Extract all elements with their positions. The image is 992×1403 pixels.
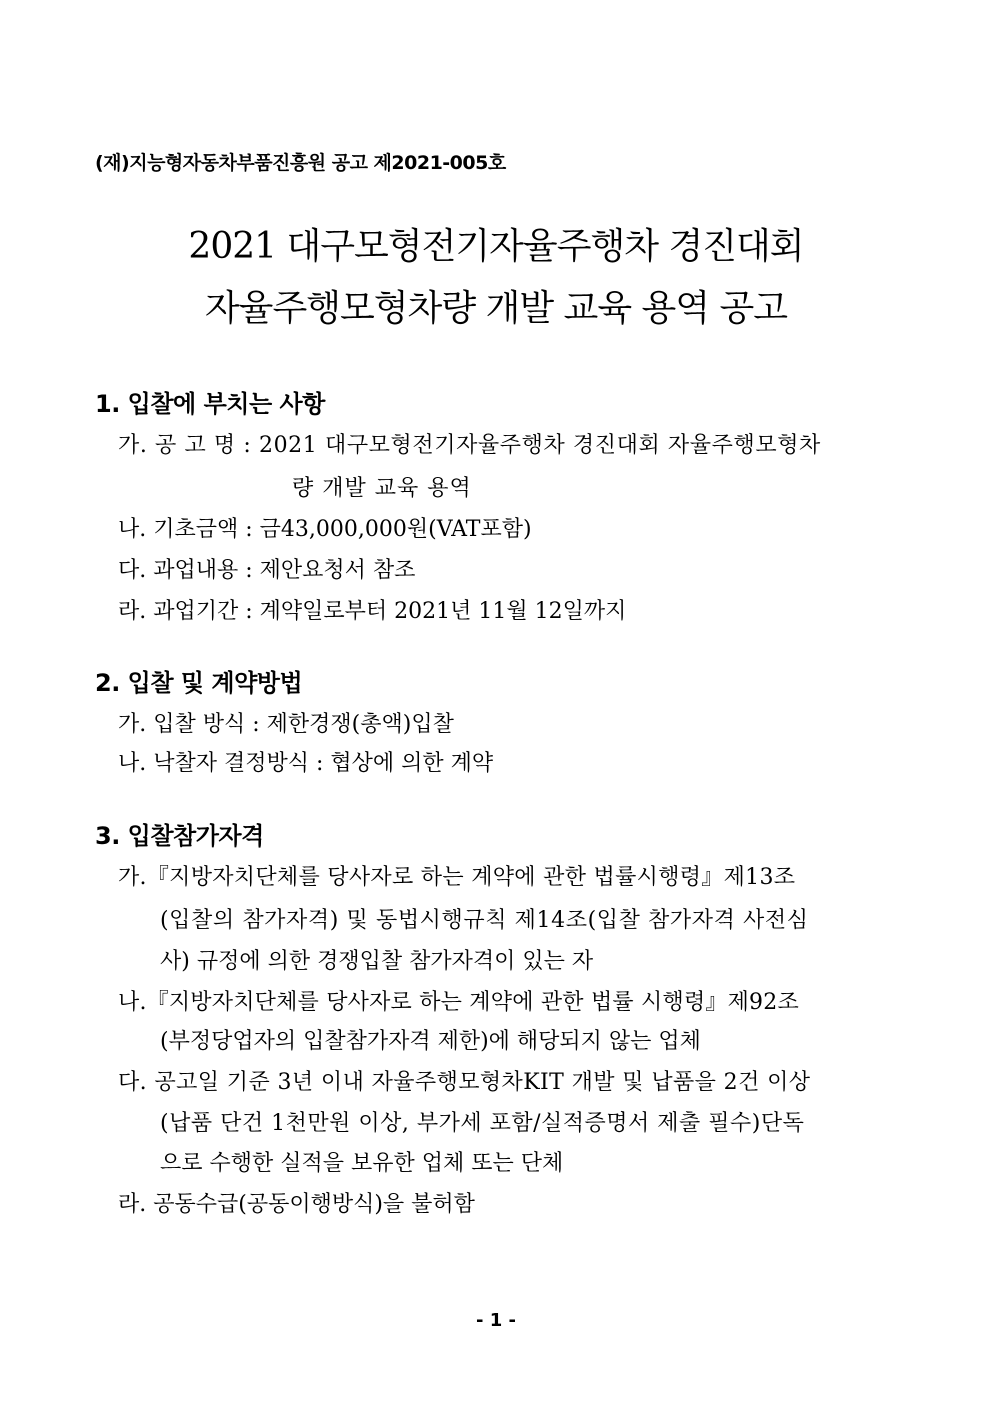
- section3-item-b-line1: 나.『지방자치단체를 당사자로 하는 계약에 관한 법률 시행령』제92조: [118, 990, 799, 1015]
- section3-item-a-line2: (입찰의 참가자격) 및 동법시행규칙 제14조(입찰 참가자격 사전심: [160, 908, 809, 933]
- section3-item-c-line3: 으로 수행한 실적을 보유한 업체 또는 단체: [160, 1151, 564, 1176]
- section3-item-a-line3: 사) 규정에 의한 경쟁입찰 참가자격이 있는 자: [160, 949, 594, 974]
- section1-item-a-line1: 가. 공 고 명 : 2021 대구모형전기자율주행차 경진대회 자율주행모형차: [118, 433, 821, 458]
- section1-item-b: 나. 기초금액 : 금43,000,000원(VAT포함): [118, 517, 532, 542]
- section1-item-a-line2: 량 개발 교육 용역: [292, 476, 472, 501]
- section2-item-a: 가. 입찰 방식 : 제한경쟁(총액)입찰: [118, 712, 454, 737]
- section2-heading: 2. 입찰 및 계약방법: [95, 669, 303, 697]
- section1-heading: 1. 입찰에 부치는 사항: [95, 390, 325, 418]
- section3-item-c-line2: (납품 단건 1천만원 이상, 부가세 포함/실적증명서 제출 필수)단독: [160, 1111, 805, 1136]
- section3-item-d: 라. 공동수급(공동이행방식)을 불허함: [118, 1192, 475, 1217]
- page-title-line2: 자율주행모형차량 개발 교육 용역 공고: [204, 288, 788, 329]
- section3-item-c-line1: 다. 공고일 기준 3년 이내 자율주행모형차KIT 개발 및 납품을 2건 이상: [118, 1070, 811, 1095]
- page-number: - 1 -: [476, 1310, 516, 1331]
- section2-item-b: 나. 낙찰자 결정방식 : 협상에 의한 계약: [118, 751, 494, 776]
- section3-item-a-line1: 가.『지방자치단체를 당사자로 하는 계약에 관한 법률시행령』제13조: [118, 865, 796, 890]
- notice-number: (재)지능형자동차부품진흥원 공고 제2021-005호: [95, 152, 506, 174]
- section3-heading: 3. 입찰참가자격: [95, 822, 264, 850]
- section1-item-c: 다. 과업내용 : 제안요청서 참조: [118, 558, 416, 583]
- page-title-line1: 2021 대구모형전기자율주행차 경진대회: [188, 226, 804, 267]
- section3-item-b-line2: (부정당업자의 입찰참가자격 제한)에 해당되지 않는 업체: [160, 1029, 701, 1054]
- section1-item-d: 라. 과업기간 : 계약일로부터 2021년 11월 12일까지: [118, 599, 627, 624]
